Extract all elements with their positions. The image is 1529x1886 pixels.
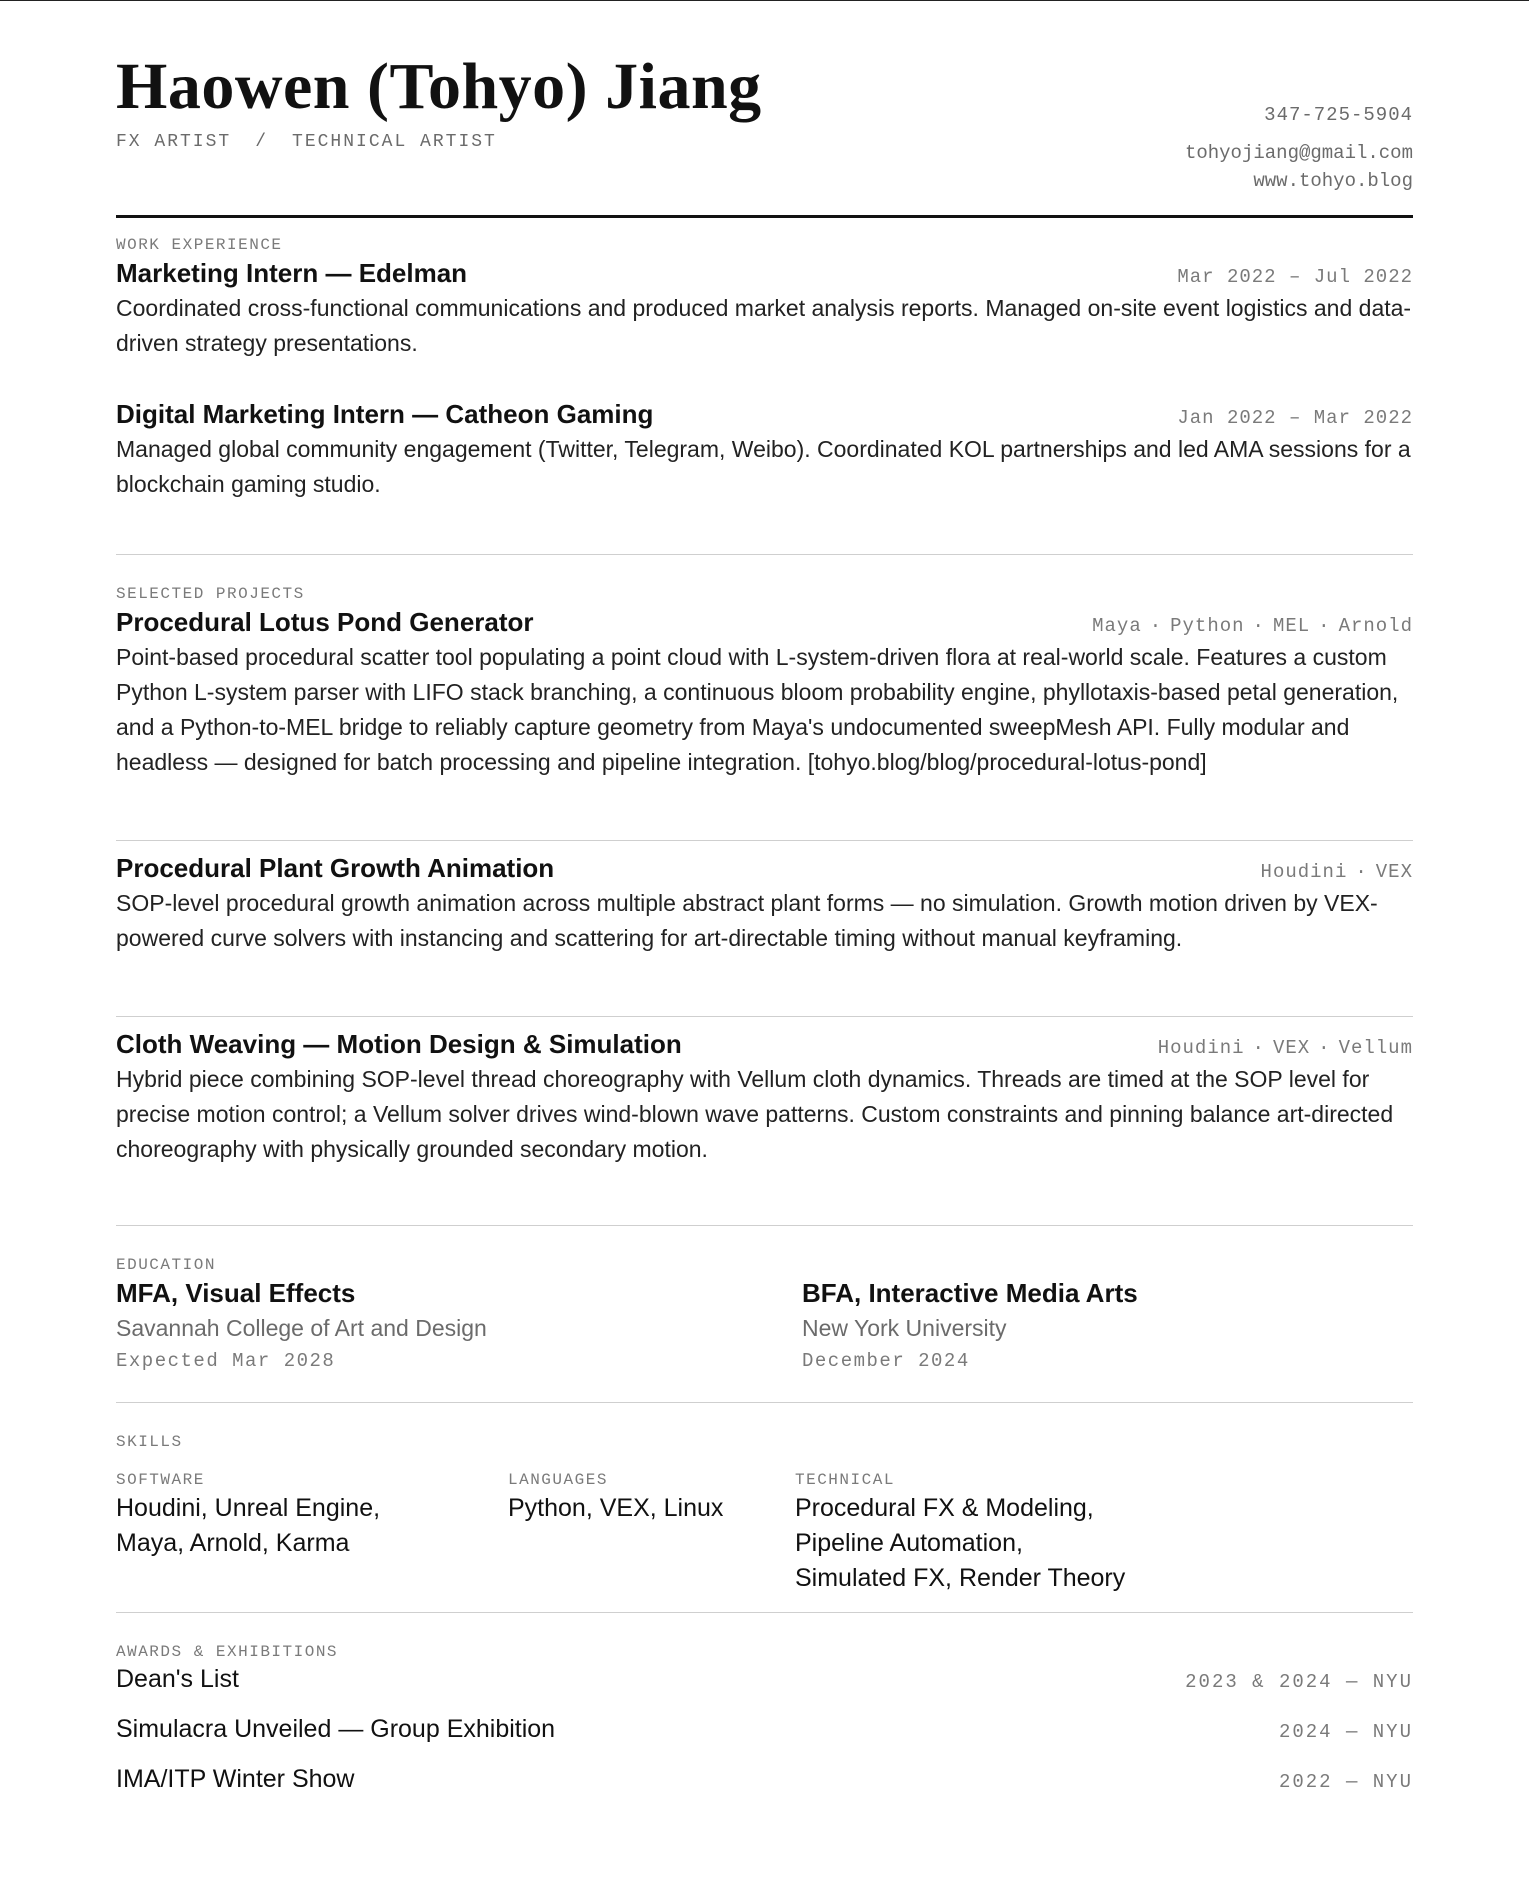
education-section	[116, 1226, 1413, 1372]
education-date: Expected Mar 2028	[116, 1350, 336, 1372]
section-label-projects: SELECTED PROJECTS	[116, 585, 305, 603]
education-degree: BFA, Interactive Media Arts	[802, 1278, 1138, 1308]
project-tag: VEX	[1375, 861, 1413, 883]
skill-line: Python, VEX, Linux	[508, 1494, 724, 1522]
work-entry-title: Marketing Intern — Edelman	[116, 258, 468, 288]
project-tags: Houdini · VEX	[1260, 861, 1413, 883]
contact-email[interactable]: tohyojiang@gmail.com	[1184, 142, 1413, 164]
award-meta: 2024 — NYU	[1278, 1721, 1413, 1743]
work-entry-dates: Mar 2022 – Jul 2022	[1177, 266, 1413, 288]
award-title: IMA/ITP Winter Show	[116, 1765, 355, 1793]
skills-section	[116, 1403, 1413, 1596]
skill-line: Maya, Arnold, Karma	[116, 1529, 350, 1557]
education-school: New York University	[802, 1315, 1007, 1341]
section-label-education: EDUCATION	[116, 1256, 216, 1274]
award-item	[116, 1765, 1413, 1815]
projects-section	[116, 555, 1413, 1167]
contact-phone: 347-725-5904	[1264, 104, 1413, 126]
skill-line: Pipeline Automation,	[795, 1529, 1023, 1557]
section-label-work: WORK EXPERIENCE	[116, 236, 283, 254]
resume-page	[116, 40, 1413, 1815]
section-label-skills: SKILLS	[116, 1433, 183, 1451]
skill-line: Houdini, Unreal Engine,	[116, 1494, 381, 1522]
work-experience-section	[116, 218, 1413, 502]
project-tag: Vellum	[1338, 1037, 1413, 1059]
project-tags: Houdini · VEX · Vellum	[1157, 1037, 1413, 1059]
work-entry-dates: Jan 2022 – Mar 2022	[1177, 407, 1413, 429]
award-title: Dean's List	[116, 1665, 239, 1693]
work-entry-title: Digital Marketing Intern — Catheon Gaming	[116, 399, 654, 429]
project-tag: Houdini	[1260, 861, 1348, 883]
skill-group-languages	[508, 1471, 795, 1596]
project-tag: Maya	[1092, 615, 1142, 637]
project-tag: MEL	[1272, 615, 1311, 637]
award-title: Simulacra Unveiled — Group Exhibition	[116, 1715, 556, 1743]
work-entry-description: Coordinated cross-functional communications and produced market analysis reports. Managed on-site event logistics and data-driven strategy presentations.	[116, 295, 1412, 356]
contact-block	[1185, 101, 1413, 195]
skill-group-technical	[795, 1471, 1125, 1596]
project-tags: Maya · Python · MEL · Arnold	[1092, 615, 1413, 637]
role-primary: FX ARTIST	[116, 132, 232, 152]
project-divider	[116, 840, 1413, 841]
education-date: December 2024	[802, 1350, 970, 1372]
skill-line: Procedural FX & Modeling,	[795, 1494, 1094, 1522]
project-entry	[116, 1029, 1413, 1167]
resume-header	[116, 50, 1413, 218]
award-meta: 2022 — NYU	[1278, 1771, 1413, 1793]
project-tag: Python	[1170, 615, 1245, 637]
project-divider	[116, 1016, 1413, 1017]
project-title: Procedural Plant Growth Animation	[116, 853, 555, 883]
skill-group-label: TECHNICAL	[795, 1471, 895, 1489]
award-meta: 2023 & 2024 — NYU	[1185, 1671, 1413, 1693]
skill-group-label: LANGUAGES	[508, 1471, 608, 1489]
section-label-awards: AWARDS & EXHIBITIONS	[116, 1643, 339, 1661]
awards-section	[116, 1613, 1413, 1815]
skill-group-software	[116, 1471, 508, 1596]
project-title: Cloth Weaving — Motion Design & Simulation	[116, 1029, 682, 1059]
role-secondary: TECHNICAL ARTIST	[292, 132, 497, 152]
project-entry	[116, 607, 1413, 780]
project-title: Procedural Lotus Pond Generator	[116, 607, 534, 637]
work-entry	[116, 399, 1413, 502]
project-description: Hybrid piece combining SOP-level thread choreography with Vellum cloth dynamics. Threads are timed at the SOP level for precise motion control; a Vellum solver drives wind-blown wave patterns. Custom constraints and pinning balance art-directed choreography with physically grounded secondary motion.	[116, 1066, 1394, 1162]
work-entry	[116, 258, 1413, 361]
education-degree: MFA, Visual Effects	[116, 1278, 356, 1308]
candidate-name: Haowen (Tohyo) Jiang	[116, 50, 762, 123]
project-description: SOP-level procedural growth animation across multiple abstract plant forms — no simulation. Growth motion driven by VEX-powered curve solvers with instancing and scattering for art-directable timing without manual keyframing.	[116, 890, 1378, 951]
contact-website[interactable]: www.tohyo.blog	[1253, 170, 1413, 192]
education-school: Savannah College of Art and Design	[116, 1315, 487, 1341]
education-entry	[802, 1278, 1138, 1372]
top-border	[0, 0, 1529, 1]
project-tag: Houdini	[1157, 1037, 1245, 1059]
project-tag: VEX	[1272, 1037, 1311, 1059]
project-description: Point-based procedural scatter tool populating a point cloud with L-system-driven flora at real-world scale. Features a custom Python L-system parser with LIFO stack branching, a continuous bloom probability engine, phyllotaxis-based petal generation, and a Python-to-MEL bridge to reliably capture geometry from Maya's undocumented sweepMesh API. Fully modular and headless — designed for batch processing and pipeline integration. [tohyo.blog/blog/procedural-lotus-pond]	[116, 644, 1399, 775]
project-entry	[116, 853, 1413, 956]
skill-line: Simulated FX, Render Theory	[795, 1564, 1126, 1592]
skill-group-label: SOFTWARE	[116, 1471, 205, 1489]
role-separator: /	[255, 132, 269, 152]
award-item	[116, 1665, 1413, 1715]
award-item	[116, 1715, 1413, 1765]
work-entry-description: Managed global community engagement (Twitter, Telegram, Weibo). Coordinated KOL partnerships and led AMA sessions for a blockchain gaming studio.	[116, 436, 1411, 497]
project-tag: Arnold	[1338, 615, 1413, 637]
education-entry	[116, 1278, 802, 1372]
